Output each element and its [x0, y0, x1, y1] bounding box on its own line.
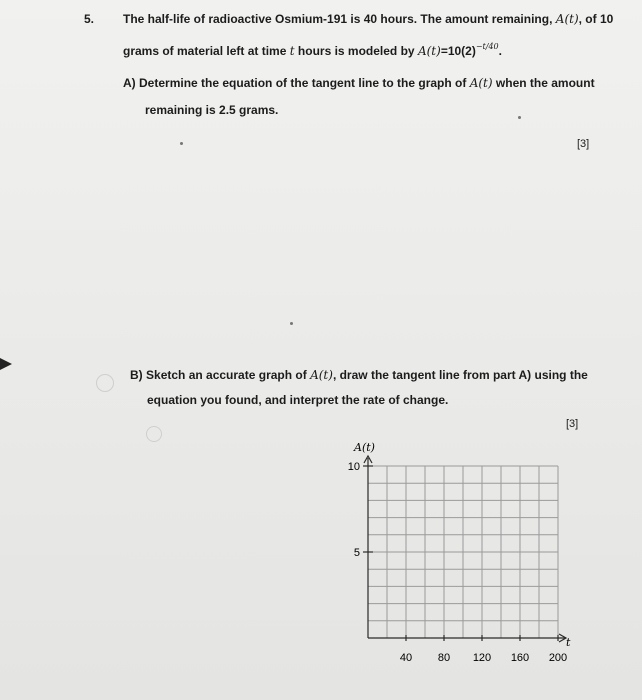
graph-axes	[363, 456, 566, 642]
part-b-text-b: , draw the tangent line from part A) using the	[332, 368, 588, 382]
part-b-label: B)	[130, 368, 143, 382]
part-b-text-a: Sketch an accurate graph of	[146, 368, 307, 382]
mouse-pointer-icon	[0, 358, 12, 370]
part-a-line1	[123, 76, 595, 90]
grid-lines	[368, 466, 558, 638]
intro-variable-t: t	[289, 44, 295, 58]
decay-graph-grid[interactable]	[340, 436, 580, 668]
part-b-line1	[130, 368, 588, 382]
intro-text-2a: grams of material left at time	[123, 44, 287, 58]
x-axis-label: t	[566, 636, 571, 649]
x-tick-label: 200	[548, 652, 568, 664]
question-intro-line1	[123, 12, 613, 26]
y-axis-label: A(t)	[354, 441, 375, 454]
intro-function: A(t)	[555, 12, 579, 26]
x-tick-label: 120	[472, 652, 492, 664]
part-b-function: A(t)	[310, 368, 333, 382]
x-tick-label: 160	[510, 652, 530, 664]
part-a-label: A)	[123, 76, 136, 90]
part-a-function: A(t)	[469, 76, 493, 90]
question-intro-line2	[123, 44, 502, 60]
part-a-text-a: Determine the equation of the tangent line to the graph of	[139, 76, 467, 90]
intro-text-2b: hours is modeled by	[297, 44, 415, 58]
x-tick-label: 80	[437, 652, 451, 664]
model-lhs: A(t)	[417, 44, 441, 58]
part-b-marks: [3]	[566, 418, 579, 430]
model-period: .	[498, 44, 502, 58]
paper-speck	[518, 116, 521, 119]
paper-ring-mark	[96, 374, 114, 392]
part-a-marks: [3]	[577, 138, 590, 150]
paper-ring-mark	[146, 426, 162, 442]
part-b-line2: equation you found, and interpret the rate of change.	[147, 393, 449, 407]
y-tick-label: 10	[347, 461, 360, 473]
model-equation: =10(2)	[440, 44, 476, 58]
question-number: 5.	[84, 12, 95, 26]
intro-text-1a: The half-life of radioactive Osmium-191 is 40 hours. The amount remaining,	[123, 12, 553, 26]
intro-text-1b: , of 10	[578, 12, 614, 26]
model-exponent: −t/40	[475, 42, 499, 51]
y-tick-label: 5	[353, 547, 360, 559]
x-tick-labels	[400, 652, 567, 664]
part-a-text-b: when the amount	[495, 76, 595, 90]
y-tick-labels	[348, 461, 360, 559]
paper-speck	[180, 142, 183, 145]
paper-speck	[290, 322, 293, 325]
part-a-line2: remaining is 2.5 grams.	[145, 103, 279, 117]
x-tick-label: 40	[399, 652, 413, 664]
